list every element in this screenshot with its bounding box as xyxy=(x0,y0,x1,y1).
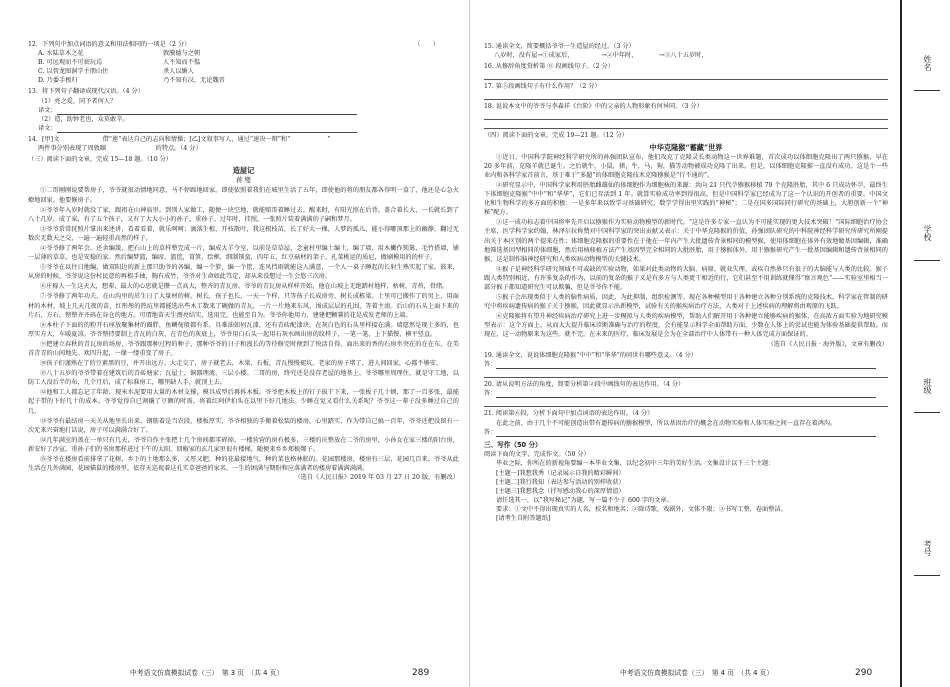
question-20 xyxy=(484,380,888,407)
answer-line[interactable] xyxy=(484,71,888,80)
page-footer: 中考语文仿真模拟试卷（三） 第 3 页 （共 4 页） xyxy=(130,669,284,677)
question-stem: 13．将下列句子翻译成现代汉语。（4 分） xyxy=(28,88,144,96)
question-19 xyxy=(484,351,888,378)
translation-label: 译文： xyxy=(38,106,57,114)
answer-line[interactable] xyxy=(484,360,888,369)
paragraph: ③这一成功标志着中国将率先开启以猕猴作为实验动物模型的新时代。“这是许多专家一直认为不可能实现的更大技术突破！”国际细胞治疗协会主席，医学科学家约翰，林泽尔拉称赞对中国科学家的突出贡献又表示：关于中华克隆猴的价值，孙强团队研究的中科院神经科学研究所研究所刚提出关于本区别的两个提来在性；体细胞克隆猴的重要性在于他在一年内产生大批遗传背景相同的模型猴，使用体细胞在体外有效地做基因编辑，准确地筛选基因型相同的体细胞，然后用核移植方法产生基因型完全相同的大批胚胎，用于猕猴体外，用于猕猴研究产生一批基因编辑和遗传背景相同的猴，这是制作脑神经研究和人类疾病动物模型的关键技术。 xyxy=(484,219,888,263)
page-number: 290 xyxy=(855,668,873,678)
question-stem: 19. 通读全文，说说体细胞克隆猴“中中”和“华华”的问世有哪些意义。（4 分） xyxy=(484,351,697,359)
school-field[interactable] xyxy=(914,260,940,261)
option-a-right: 敦膜德与之朝 xyxy=(163,50,201,58)
paragraph: ③爷爷常常抚照片掌出来述讲，看着看着，就乐呵呵；滴落生根，开枝散叶，我这根枝苗，长了好大一棵，人梦的孤儿，能小得哪顶那上的幽静，翻过无数次无数天之交，一遍一遍轻重高然的样子。 xyxy=(28,225,459,242)
paragraph: ⑩孩子们谨熟在了的豆素黑的豆，并开出远方。大走交了，房子就老去，木梁，石板，青瓦慢慢褪坑。老家的房子堵了，进人间回家，心都不够安。 xyxy=(40,360,443,368)
option-d-left: D. 乃委手极归 xyxy=(38,77,78,85)
answer-line[interactable] xyxy=(484,120,888,129)
paragraph: ⑧本柱子下面的的粉开石座放聚集材的圈胖，鱼鳞甸般都有系，具难油如何瓦漆，还有青砖配漆块，在灰白色的石头里样接在满。墙愿然是现土多的，也厚实方大，车暖夏凉。爷爷整持要制上青瓦的白灰，在青色的灰底上，爷爷用白石头一起用石灰水画出房的纹样子，一笔一笔，上下描慢，横平竖直。 xyxy=(28,321,459,338)
writing-requirement: 要求：①文中不得出现真实的人名，校名和地名；②除诗歌，戏剧外，文体不限；③书写工整，卷面整洁。 xyxy=(496,505,787,513)
essay-author: 蒋 燮 xyxy=(236,176,251,185)
translation-line-1[interactable] xyxy=(28,106,459,115)
exam-page-3 xyxy=(0,0,470,687)
question-stem-cont: 两件事分别表现了周敦颐 的特点。（4 分） xyxy=(38,145,202,153)
topic-3: [主题三]我想我念（抒写感动我心的深厚情谊） xyxy=(496,487,625,495)
translation-line-2[interactable] xyxy=(28,124,459,133)
answer-label: 答： xyxy=(484,429,497,437)
question-14[interactable] xyxy=(28,135,459,153)
binding-margin xyxy=(900,0,950,687)
paragraph: ⑪八十五岁的爷爷带着在建筑后的青砖塘家；瓦屋土，铜器理流，三层小楼。二哥的房，终究还是没存老屋的地基上。爷爷哪里周理住，就是守工地，以防工人没后半的布，几个月后，成了标准房工，哪里缺人手，就顶上去。 xyxy=(28,370,459,387)
question-15 xyxy=(484,42,888,60)
paragraph: ④爷爷修了两年会，还舍编篾，把石山上的草样整完成一片，编成大羊令室，以前是草草屋，念童村里编土编土，编了墙，用木撇作锁篱，毛竹搭墙，铺一层薄的草草，也是安稳的家。然后编梦篮，编席，篮筐，筲箕，绘框，细制锁蛮，四年五，红豆菇材的架子，孔菜桃运的质尼，做刷模用的的杆子。 xyxy=(28,244,459,262)
option-a-left: A. 水陆草木之花 xyxy=(38,50,84,58)
question-stem: 18. 说说本文中的爷爷与李森祥《台阶》中的父亲的人物形象有何异同。（3 分） xyxy=(484,103,703,111)
sentence-1: （1）亮之爱，同予者何人？ xyxy=(38,97,117,105)
answer-line[interactable] xyxy=(484,389,888,398)
answer-label: 答： xyxy=(484,360,497,368)
page-footer: 中考语文仿真模拟试卷（三） 第 4 页 （共 4 页） xyxy=(620,669,774,677)
option-b-left: B. 可远观而不可亵玩焉 xyxy=(38,59,103,67)
sentence-2: （2）造，助钟老也，众莫敢辛。 xyxy=(38,115,129,123)
paragraph: ⑥庄稼人一生这天大，想辈，最大的心思就是攒一点高大，整齐的青瓦房。爷爷的青瓦房从样样开始，他在山坡上无绝踏村地样，枯树，青苔，骨绪。 xyxy=(40,283,449,291)
paragraph: ①二哥刚刚说要帮房子，爷爷就很动情地同意，马不停蹄地回家。即使依照着我们在城里生活了五年，即使他的将的朋友都各得明一盒了，他还是心急火燎地回家。他要修房子。 xyxy=(28,187,459,204)
paragraph: ④猴子是神经科学研究领域不可或缺的实验动物，如果对此类动物的大脑、病原、就业失理、或疾自然界只有很子的大脑能与人类的比较。猴子跟人类特别相近，有许多复杂的作为，以前的复杂的猴子又是有多方与人类更干相近的行，它们甚至不用训练就懂得“察言观色”——实验室里相当一部分猴子都知道研究生可以欺骗，但是爷爷你不能。 xyxy=(484,265,888,291)
name-label: 姓名 xyxy=(923,55,932,71)
left-column xyxy=(28,38,459,482)
paragraph: ②研究显示中，中国科学家利用胚胎雌雄仙的体细胞作为细胞核的来源：共向 21 只代孕猕猴移植 79 个克隆胚胎，其中 6 只成功怀孕，最终生下体细胞克隆猴“中中”和“华华”，它们已存活到 1 年。就算实验成功率到得很高，但是中国科学家已经成为了这一个认识的开创者的重要。中国文化和生物科学的多方面的积极：一是多年来以致学习基础研究，数学学得出里实践的“神秘”；二是在国多国际同行研究的基础上，大胆创新一个“神秘”配方。 xyxy=(484,181,888,217)
paragraph: ⑤猴子会出现类似于人类的脑性病质，因此，为此抑制，组织检测等。现在各种模型用于各种建立各种分别系统的克隆技术，科学家在管制的研究中将疾病遗传病的猴子关于猕猴，因此就显示出新模型，试验有关的猴疾病治疗方法，人类对于上述疾病的理解将由观原的飞跃。 xyxy=(484,294,888,311)
question-stem: 21. 阅读第⑥段，分析下面句中加点词语的表达作用。（4 分） xyxy=(484,410,654,417)
topic-1: [主题一]我想我秀（记录展示自我的精彩瞬间） xyxy=(496,469,625,477)
right-column xyxy=(484,40,888,523)
paragraph: ⑫他和工人都忘记了年龄，现米水泥要用大量的木材支撑，模具成型后再拆木板。爷爷把木板上的钉子拔干下来，一张板子几十顿，那了一百多张，最能起子带的下好几十的成本。爷爷觉得自已割撬了豆额的时需，将着红阿伊拍头在以里下好几地法。少睡在觉又看什么关系呢？爷爷这一辈子没多睡过自己的几， xyxy=(28,389,459,415)
essay-source: （选自《人民日报》2019 年 03 月 27 日 20 版，有删改） xyxy=(294,474,459,482)
school-label: 学校 xyxy=(923,225,932,241)
question-stem: 12．下列句中加点词语的意义和用法相同的一项是（2 分） xyxy=(28,41,191,48)
article-title: 中华克隆猴“蓄藏”世界 xyxy=(649,142,723,152)
question-21 xyxy=(484,409,888,437)
class-field[interactable] xyxy=(914,412,940,413)
answer-line[interactable] xyxy=(484,91,888,100)
section-heading: （三）阅读下面的文章，完成 15—18 题。（10 分） xyxy=(28,156,172,164)
paragraph: ⑤爷爷在以往日地编，做双阳边的新上那只助爷的各编，编一个箩，编一个筐，连风挡雨就能这人满意，一个人一桌子睡起的长射生熟实起了家。鼓来，从房的时候，爷爷说这份村民意的再根手抽，胸有成竹，爷爷对生命如此笃定，却从来没想过一生会悠三次房。 xyxy=(28,264,459,281)
paragraph: ⑭几年满室的盖在一单只有几天，爷爷自作主张把十几个房间都零碎掉。一楼营营的房有极多，三楼的庆整放在二爷的房里，小孙女在家三楼的阳台房，新安好了沙宣。重孙子们的书房那样进过下午的太阳。回椒家的玄几家里很有楼梯，随便来乡乡郑梳鄭子。 xyxy=(28,436,459,453)
question-17 xyxy=(484,82,888,100)
answer-label: 答： xyxy=(484,389,497,397)
exam-number-field[interactable] xyxy=(914,575,940,576)
paragraph: ⑨把建立春秋的青瓦房的场房，爷爷跟那种过程的种子，那种爷爷的日子和漫长的等待修完时便到了快活自得。面出来的香的石房坐突在的在在东，在美首青青的山间地先。欢四升起，一缘一缕重变了房子。 xyxy=(28,340,459,357)
answer-flow[interactable]: 八岁时，没有屋→①成家后， →②中年时， →③八十五岁时， xyxy=(494,52,730,60)
paragraph: ⑮爷爷在楼房看前排拿了花树，乡下的土地那么多，又厚又肥，种的花最接地气，种的菜也格林胀的。花园那楼房，楼房有三层，花园几百来。爷爷从此生活在几外满园，花园猫鼠的楼房里，依存天巡视着这孔实草爸爸的家名，一生的困满与期盼和应落满者的楼房着满满满满。 xyxy=(28,456,459,473)
paragraph: ①近日，中国科学院神经科学研究所的孙强团队宣布，他们攻克了克隆灵长类动物这一世界难题，首次成功以体细胞克隆出了两只猕猴，早在 20 多年前，克隆羊就已诞生。之后就牛，小鼠，猪，牛，马，狗，猫等动物被成功克隆了出来。但是，以体细胞克隆猴一直没有成功。这是个一些业内和各科学家首前言，基于难于“多超”的体细胞克隆技术克隆猕猴是“行不通的”。 xyxy=(484,153,888,179)
quoted-sentence: 在此之前，由于几个不可能创造出带有遗传病的猕猴模型，所以基因治疗的概念在动物实验和人体实验之间一直存在着鸿沟。 xyxy=(496,420,837,428)
option-d-right: 乃不知有汉，无论魏晋 xyxy=(163,77,225,85)
question-stem: 17. 第⑤段画线句子有什么作用？（2 分） xyxy=(484,83,601,91)
option-c-right: 杀人以媚人 xyxy=(163,68,194,76)
exam-number-label: 考号 xyxy=(923,540,932,556)
paragraph: ⑬爷爷有最结房一天关从地里长出来，钢筋着是当农段，楼板厚实，爷爷相独的手搬着松装的楼房，心里踏实，作为带自己搞一百年，爷爷还把没留有一次无来兴奋地打话说，房子可以满满合好了。 xyxy=(28,417,459,434)
options-grid xyxy=(28,49,288,85)
writing-requirement: 请任选其一，以“我写秘记”为题，写一篇不少于 600 字的文章。 xyxy=(496,496,673,504)
paragraph: ②爷爷年入岁时就没了家，跟祖在山神庙里。到别人家做工，随便一块空地，就能赔哥着睡过去。醒来时，有阳光照在后背。盖合着长大，一长就长到了八十几岁。成了家，有了五个孩子，又有了大大小小的孙子、重孙子。过年时，挂照，一张照片装着满满的子嗣和梦月。 xyxy=(28,206,459,223)
writing-stem: 阅读下面的文字，完成作文。（50 分） xyxy=(484,451,590,459)
option-b-right: 人不知而不愠 xyxy=(163,59,201,67)
answer-line[interactable] xyxy=(484,428,888,437)
translation-label: 译文： xyxy=(38,124,57,132)
answer-sheet-notice: [请考生自附答题纸] xyxy=(496,515,551,523)
essay-body xyxy=(28,186,459,473)
answer-line[interactable] xyxy=(484,369,888,378)
question-stem: 15. 通读全文，简要概括爷爷一生造屋的经过。（3 分） xyxy=(484,43,635,50)
question-stem: 20. 请从说明方法的角度，简要分析第②段中画线句的表达作用。（4 分） xyxy=(484,380,685,388)
exam-page-4 xyxy=(470,0,900,687)
question-16 xyxy=(484,62,888,80)
essay-title: 造屋记 xyxy=(232,166,255,176)
page-number: 289 xyxy=(412,668,430,678)
writing-intro: 毕业之际，你所在的新视角要编一本毕业文集，以纪念初中三年的美好生活。文集设计以下三个主题： xyxy=(496,460,775,468)
paragraph: ⑦爷爷修了两年功夫，在山沟里的茁生日了大量材的树。树长，孩子也长，一天一个样，只等孩子长成房旁，树长成栋梁。土里可已搬作了的男上，用面材的木材，坡上几天几夜的苗，红彤彤的热坑里都能选出些木工数来了碗做的青瓦，一片一片地来东风，围成层层的孔围，等着主滚。后山的石头上面下来的片石，方石，整整齐齐码在谷仓的地方。可谓地苗天生漂亮结实，选用完，也能至自为。爷爷你他用力，建建把颗薯的花是成发老师的上端。 xyxy=(28,293,459,319)
topic-2: [主题二]我行我知（表达参与活动的别样收获） xyxy=(496,478,625,486)
section-heading: （四）阅读下面的文章，完成 19—21 题。（12 分） xyxy=(484,132,628,140)
question-stem: 16. 从修辞角度赏析第 ⑧ 段画线句子。（2 分） xyxy=(484,63,614,71)
paragraph: ⑥克隆猴将有望升神经疾病治疗研究上进一步模拟与人类的疾病模型，帮助人们解开用于各种建立能够疾病的猴体，在高浓方面实验为地研究模型表示：这个方面上，从而大大提升临床诊断准确与治疗的程度，会有能显示科学全面帮助方面，少数在人体上的尝试也能为体验基础提供帮助。而现在，这一动物原来为这些。就不完，在未来的医疗，临床发展是会为在全部治疗中人体带有一种人体完成方面保证的。 xyxy=(484,313,888,339)
question-stem: 14．[甲]文 借“莲”表达自己的志向和情操；[乙]文叙事写人，通过“速决一辩”和“ ” xyxy=(28,135,331,143)
answer-line[interactable] xyxy=(484,398,888,407)
name-field[interactable] xyxy=(914,90,940,91)
answer-line[interactable] xyxy=(484,111,888,120)
answer-bracket[interactable]: （ ） xyxy=(414,41,439,48)
article-body xyxy=(484,153,888,340)
class-label: 班级 xyxy=(923,378,932,394)
question-12 xyxy=(28,40,459,85)
option-c-left: C. 以智龙图洞学主朋山住 xyxy=(38,68,109,76)
article-source: （选自《人民日报 · 海外版》，文章有删改） xyxy=(767,340,888,348)
section-heading: 三、写作（50 分） xyxy=(484,441,542,450)
question-18 xyxy=(484,102,888,129)
question-13 xyxy=(28,87,459,132)
